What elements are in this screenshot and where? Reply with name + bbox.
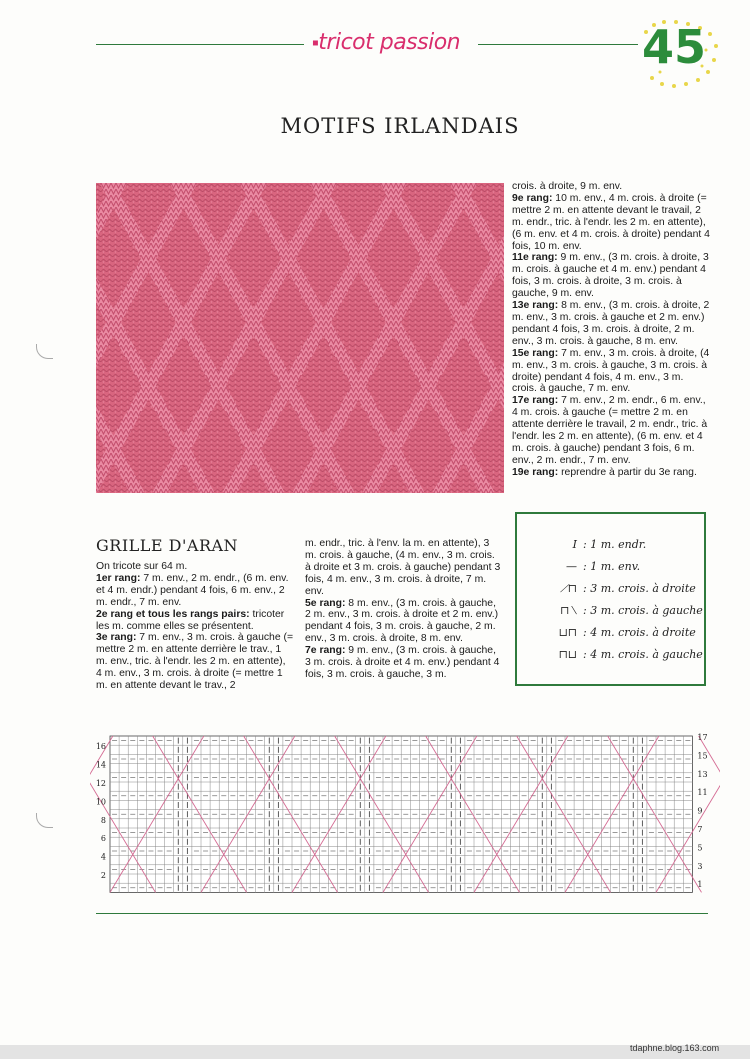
legend-item	[517, 582, 708, 602]
instruction-paragraph	[512, 395, 710, 466]
footer-rule	[96, 913, 708, 914]
stitch-symbol-icon: ⟋⊓	[560, 582, 577, 595]
row-text: 9 m. env., (3 m. crois. à droite, 3 m. crois. à gauche et 4 m. env.) pendant 4 fois, 3 m. crois. à droite, 3 m. crois. à gauche, 9 m. env.	[512, 252, 709, 300]
instruction-paragraph	[512, 300, 710, 348]
legend-label: : 4 m. crois. à gauche	[583, 648, 703, 661]
instruction-paragraph	[96, 632, 294, 692]
stitch-symbol-icon: ⊓⟍	[560, 604, 577, 617]
row-text: reprendre à partir du 3e rang.	[558, 466, 697, 478]
instruction-paragraph	[512, 181, 710, 193]
knit-swatch-photo	[96, 183, 504, 493]
row-label: 11e rang:	[512, 252, 558, 264]
row-text: 10 m. env., 4 m. crois. à droite (= mettre 2 m. en attente devant le travail, 2 m. endr., tric. à l'endr. les 2 m. en attente), (6 m. env. et 4 m. crois. à droite) pendant 4 fois, 10 m. env.	[512, 192, 710, 252]
row-number-left: 16	[95, 742, 106, 752]
instructions-right-column	[512, 181, 710, 479]
row-number-left: 14	[95, 760, 106, 770]
row-text: 9 m. env., (3 m. crois. à gauche, 3 m. crois. à droite et 4 m. env.) pendant 4 fois, 3 m. crois. à gauche, 3 m.	[305, 645, 500, 680]
page-title: MOTIFS IRLANDAIS	[280, 114, 520, 138]
stitch-legend	[515, 512, 706, 686]
legend-item	[517, 648, 708, 668]
header-rule-right	[478, 44, 638, 45]
row-label: 1er rang:	[96, 572, 141, 584]
legend-label: : 3 m. crois. à droite	[583, 582, 696, 595]
legend-label: : 1 m. endr.	[583, 538, 647, 551]
instruction-paragraph	[305, 645, 503, 681]
instruction-paragraph	[96, 561, 294, 573]
instruction-paragraph	[512, 467, 710, 479]
row-number-left: 4	[100, 852, 106, 862]
row-label: 9e rang:	[512, 192, 553, 204]
binder-hole-mark	[36, 813, 53, 828]
row-number-right: 15	[697, 751, 708, 761]
row-label: 2e rang et tous les rangs pairs:	[96, 608, 250, 620]
instruction-paragraph	[305, 538, 503, 598]
row-number-right: 11	[697, 788, 708, 798]
header-rule-left	[96, 44, 304, 45]
instruction-paragraph	[512, 252, 710, 300]
row-text: m. endr., tric. à l'env. la m. en attente), 3 m. crois. à gauche, (4 m. env., 3 m. crois. à droite et 3 m. crois. à gauche) pendant 3 fois, 4 m. env., 3 m. crois. à droite, 7 m. env.	[305, 538, 501, 597]
binder-hole-mark	[36, 344, 53, 359]
row-label: 7e rang:	[305, 645, 346, 657]
row-text: On tricote sur 64 m.	[96, 561, 188, 572]
row-text: 8 m. env., (3 m. crois. à droite, 2 m. env., 3 m. crois. à gauche et 2 m. env.) pendant 4 fois, 3 m. crois. à droite, 2 m. env., 3 m. crois. à gauche, 8 m. env.	[512, 300, 710, 347]
legend-label: : 4 m. crois. à droite	[583, 626, 696, 639]
row-label: 3e rang:	[96, 632, 137, 644]
row-text: 7 m. env., 3 m. crois. à gauche (= mettre 2 m. en attente derrière le trav., 1 m. env., tric. à l'endr. les 2 m. en attente), 4 m. env., 3 m. crois. à droite (= mettre 1 m. en attente devant le trav., 2	[96, 632, 294, 692]
row-number-left: 8	[100, 815, 106, 825]
legend-item	[517, 626, 708, 646]
row-number-left: 6	[100, 834, 106, 844]
row-text: 8 m. env., (3 m. crois. à gauche, 2 m. env., 3 m. crois. à droite et 2 m. env.) pendant 4 fois, 3 m. crois. à gauche, 2 m. env., 3 m. crois. à droite, 8 m. env.	[305, 597, 499, 645]
brand-logo: ▪tricot passion	[312, 30, 461, 55]
instruction-paragraph	[512, 348, 710, 396]
cable-cross-line	[90, 736, 113, 892]
instruction-paragraph	[512, 193, 710, 253]
row-text: 7 m. env., 2 m. endr., (6 m. env. et 4 m. endr.) pendant 4 fois, 6 m. env., 2 m. endr., 7 m. env.	[96, 572, 289, 608]
stitch-chart	[90, 728, 720, 893]
instruction-paragraph	[96, 609, 294, 633]
row-number-right: 3	[697, 861, 703, 871]
section-title: GRILLE D'ARAN	[96, 536, 239, 555]
row-label: 19e rang:	[512, 466, 559, 478]
legend-item	[517, 560, 708, 580]
row-label: 13e rang:	[512, 300, 559, 312]
legend-item	[517, 604, 708, 624]
row-number-right: 17	[697, 733, 708, 742]
row-number-right: 13	[697, 769, 708, 779]
instruction-paragraph	[96, 573, 294, 609]
instruction-paragraph	[305, 598, 503, 646]
row-text: 7 m. env., 3 m. crois. à droite, (4 m. env., 3 m. crois. à gauche, 3 m. crois. à droite) pendant 4 fois, 4 m. env., 3 m. crois. à gauche, 7 m. env.	[512, 347, 710, 395]
row-number-right: 5	[697, 843, 703, 853]
watermark: tdaphne.blog.163.com	[630, 1043, 720, 1053]
legend-label: : 1 m. env.	[583, 560, 641, 573]
row-number-left: 12	[95, 779, 106, 788]
row-number-left: 2	[100, 871, 106, 880]
stitch-symbol-icon: ⊓⊔	[558, 648, 577, 661]
row-number-right: 1	[697, 880, 703, 890]
legend-item	[517, 538, 708, 558]
stitch-symbol-icon: —	[566, 560, 577, 573]
page-number-badge	[640, 20, 720, 80]
row-label: 15e rang:	[512, 347, 559, 359]
row-text: 7 m. env., 2 m. endr., 6 m. env., 4 m. crois. à gauche (= mettre 2 m. en attente derrière le travail, 2 m. endr., tric. à l'endr. les 2 m. en attente), (6 m. env. et 4 m. crois. à gauche) pendant 3 fois, 6 m. env., 2 m. endr., 7 m. env.	[512, 395, 708, 466]
row-label: 17e rang:	[512, 395, 559, 407]
instructions-column-1	[96, 561, 294, 692]
row-text: crois. à droite, 9 m. env.	[512, 181, 623, 192]
stitch-symbol-icon: I	[572, 538, 577, 551]
legend-label: : 3 m. crois. à gauche	[583, 604, 703, 617]
page-number: 45	[642, 20, 707, 74]
instructions-column-2	[305, 538, 503, 681]
row-number-left: 10	[95, 797, 106, 807]
row-number-right: 7	[697, 825, 703, 834]
row-number-right: 9	[697, 806, 703, 816]
row-text: tricoter les m. comme elles se présentent.	[96, 608, 285, 632]
stitch-symbol-icon: ⊔⊓	[558, 626, 577, 639]
row-label: 5e rang:	[305, 597, 346, 609]
